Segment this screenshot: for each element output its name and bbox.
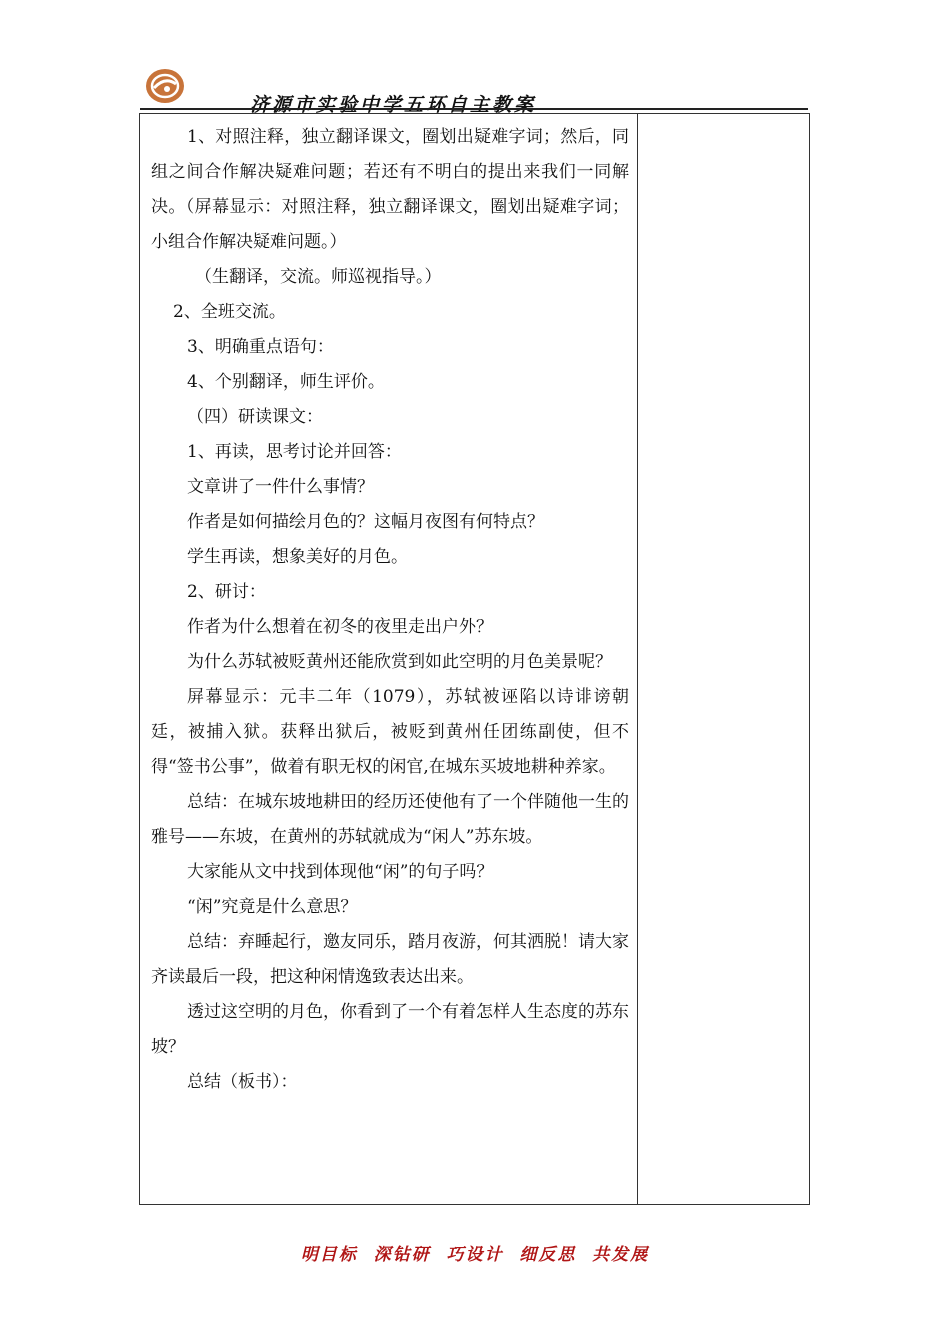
paragraph-18: 总结：弃睡起行，邀友同乐，踏月夜游，何其洒脱！请大家齐读最后一段，把这种闲情逸致表达出来。	[151, 932, 629, 987]
paragraph-16: 大家能从文中找到体现他“闲”的句子吗？	[187, 862, 494, 882]
header-rule	[140, 108, 808, 110]
paragraph-14: 屏幕显示：元丰二年（1079），苏轼被诬陷以诗诽谤朝廷，被捕入狱。获释出狱后，被贬到黄州任团练副使，但不得“签书公事”，做着有职无权的闲官,在城东买坡地耕种养家。	[151, 687, 629, 777]
paragraph-20: 总结（板书）：	[187, 1072, 298, 1092]
notes-cell	[638, 114, 809, 1204]
paragraph-11: 2、研讨：	[187, 582, 266, 602]
paragraph-2: （生翻译，交流。师巡视指导。）	[195, 267, 442, 287]
paragraph-17: “闲”究竟是什么意思？	[187, 897, 358, 917]
paragraph-6: （四）研读课文：	[187, 407, 323, 427]
paragraph-19: 透过这空明的月色，你看到了一个有着怎样人生态度的苏东坡？	[151, 1002, 629, 1057]
paragraph-9: 作者是如何描绘月色的？这幅月夜图有何特点？	[187, 512, 544, 532]
paragraph-4: 3、明确重点语句：	[187, 337, 334, 357]
paragraph-13: 为什么苏轼被贬黄州还能欣赏到如此空明的月色美景呢？	[187, 652, 612, 672]
school-emblem-icon	[145, 68, 185, 104]
paragraph-8: 文章讲了一件什么事情？	[187, 477, 374, 497]
paragraph-3: 2、全班交流。	[173, 302, 286, 322]
lesson-content-cell	[151, 120, 629, 1100]
paragraph-12: 作者为什么想着在初冬的夜里走出户外？	[187, 617, 493, 637]
paragraph-1: 1、对照注释，独立翻译课文，圈划出疑难字词；然后，同组之间合作解决疑难问题；若还有不明白的提出来我们一同解决。（屏幕显示：对照注释，独立翻译课文，圈划出疑难字词；小组合作解决疑难问题。）	[151, 127, 629, 252]
school-title: 济源市实验中学五环自主教案	[250, 94, 537, 116]
paragraph-5: 4、个别翻译，师生评价。	[187, 372, 385, 392]
paragraph-7: 1、再读，思考讨论并回答：	[187, 442, 402, 462]
page-header	[140, 64, 808, 116]
paragraph-10: 学生再读，想象美好的月色。	[187, 547, 408, 567]
lesson-table	[139, 113, 810, 1205]
paragraph-15: 总结：在城东坡地耕田的经历还使他有了一个伴随他一生的雅号——东坡，在黄州的苏轼就成为“闲人”苏东坡。	[151, 792, 629, 847]
footer-motto: 明目标 深钻研 巧设计 细反思 共发展	[300, 1245, 650, 1265]
